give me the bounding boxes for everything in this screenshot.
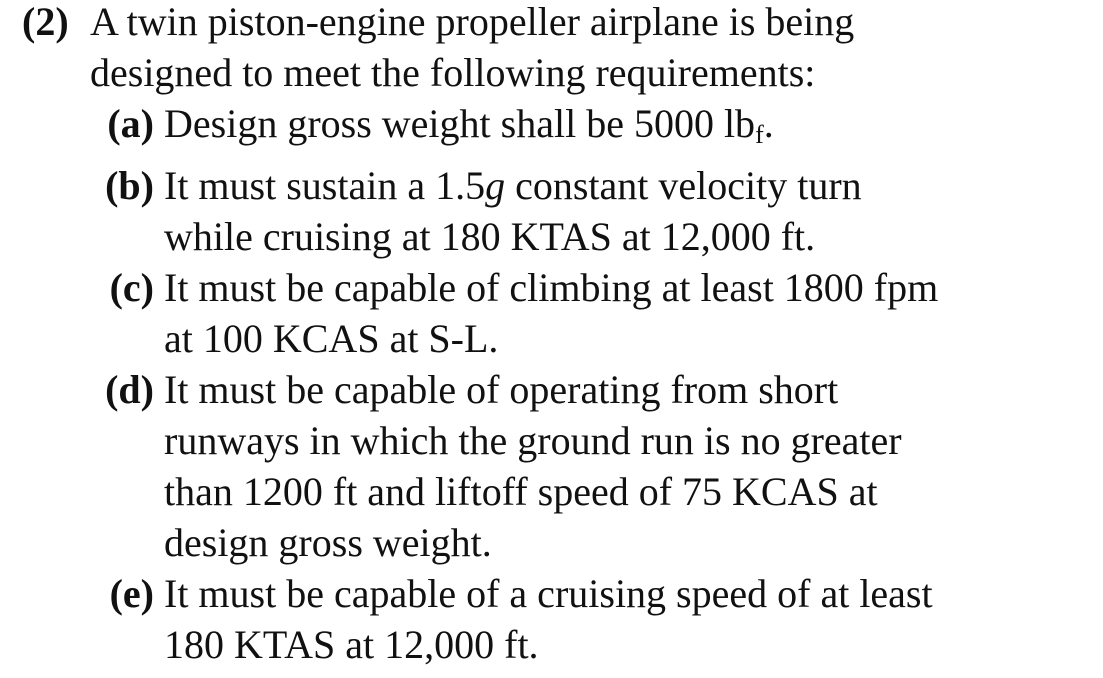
requirement-text-end: . [763,101,774,146]
requirement-label: (e) [109,571,154,616]
requirement-text-main: Design gross weight shall be 5000 lb [164,101,756,146]
requirement-a [22,98,1097,160]
requirement-label: (c) [109,265,154,310]
requirement-text: It must be capable of climbing at least 1800 fpm at 100 KCAS at S-L. [164,265,939,361]
requirement-text [164,160,1097,262]
requirement-label: (d) [105,367,154,412]
problem-intro: A twin piston-engine propeller airplane is being designed to meet the following requirements: [90,0,855,95]
problem-statement [22,0,1097,670]
unit-subscript: f [755,120,764,149]
requirement-text-main: It must sustain a 1.5 [164,163,486,208]
problem-header [22,0,1097,98]
requirement-c [22,262,1097,364]
problem-number: (2) [22,0,69,44]
requirements-list [22,98,1097,670]
requirement-text: It must be capable of a cruising speed of at least 180 KTAS at 12,000 ft. [164,571,933,667]
requirement-b [22,160,1097,262]
requirement-d [22,364,1097,568]
g-symbol: g [485,163,506,208]
requirement-label: (a) [107,101,154,146]
requirement-e [22,568,1097,670]
requirement-text-end: constant velocity turn while cruising at 180 KTAS at 12,000 ft. [164,163,862,259]
requirement-text [164,98,1097,160]
requirement-text: It must be capable of operating from short runways in which the ground run is no greater than 1200 ft and liftoff speed of 75 KCAS at design gross weight. [164,367,902,565]
requirement-label: (b) [105,163,154,208]
